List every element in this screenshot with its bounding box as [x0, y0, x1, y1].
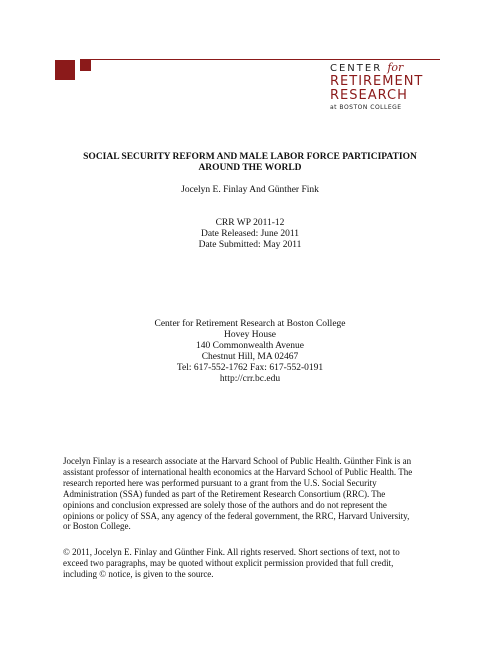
- copyright-paragraph: [63, 547, 446, 580]
- address-line: Center for Retirement Research at Boston College: [154, 319, 346, 329]
- paragraph-line: opinions and conclusion expressed are solely those of the authors and do not represent the: [63, 499, 387, 510]
- address-block: [40, 319, 460, 385]
- date-submitted: Date Submitted: May 2011: [198, 240, 302, 250]
- logo-line-boston-college: at BOSTON COLLEGE: [330, 104, 402, 111]
- logo-line-retirement: RETIREMENT: [330, 74, 424, 89]
- paragraph-line: © 2011, Jocelyn E. Finlay and Günther Fink. All rights reserved. Short sections of text, not to: [63, 547, 400, 557]
- wp-number: CRR WP 2011-12: [215, 218, 285, 228]
- paragraph-line: assistant professor of international health economics at the Harvard School of Public Health. The: [63, 466, 413, 477]
- title-line: AROUND THE WORLD: [198, 163, 302, 173]
- logo-line-for: for: [387, 61, 404, 74]
- address-line: Chestnut Hill, MA 02467: [201, 352, 299, 362]
- paragraph-line: Administration (SSA) funded as part of the Retirement Research Consortium (RRC). The: [63, 488, 386, 499]
- logo-line-research: RESEARCH: [330, 88, 408, 103]
- paper-title: [40, 152, 460, 174]
- paragraph-line: research reported here was performed pursuant to a grant from the U.S. Social Security: [63, 477, 377, 488]
- paragraph-line: opinions or policy of SSA, any agency of the federal government, the RRC, Harvard University,: [63, 510, 410, 521]
- logo-square-small: [80, 60, 91, 71]
- crr-logo: [330, 62, 450, 112]
- date-released: Date Released: June 2011: [200, 229, 300, 239]
- contact-line: Tel: 617-552-1762 Fax: 617-552-0191: [176, 363, 324, 373]
- paragraph-line: exceed two paragraphs, may be quoted without explicit permission provided that full credit,: [63, 557, 394, 568]
- header-rule: [80, 59, 440, 60]
- paragraph-line: or Boston College.: [63, 521, 131, 532]
- address-line: Hovey House: [224, 330, 276, 340]
- paper-authors: Jocelyn E. Finlay And Günther Fink: [181, 185, 319, 195]
- address-line: 140 Commonwealth Avenue: [195, 341, 304, 351]
- website-link[interactable]: http://crr.bc.edu: [219, 374, 281, 384]
- working-paper-info: [40, 218, 460, 251]
- logo-line-center: CENTER: [330, 63, 383, 74]
- paragraph-line: including © notice, is given to the source.: [63, 568, 214, 579]
- author-disclaimer-paragraph: [63, 456, 446, 532]
- logo-square-large: [55, 60, 75, 80]
- title-line: SOCIAL SECURITY REFORM AND MALE LABOR FORCE PARTICIPATION: [83, 152, 417, 162]
- paragraph-line: Jocelyn Finlay is a research associate at the Harvard School of Public Health. Günther Fink is an: [63, 456, 412, 466]
